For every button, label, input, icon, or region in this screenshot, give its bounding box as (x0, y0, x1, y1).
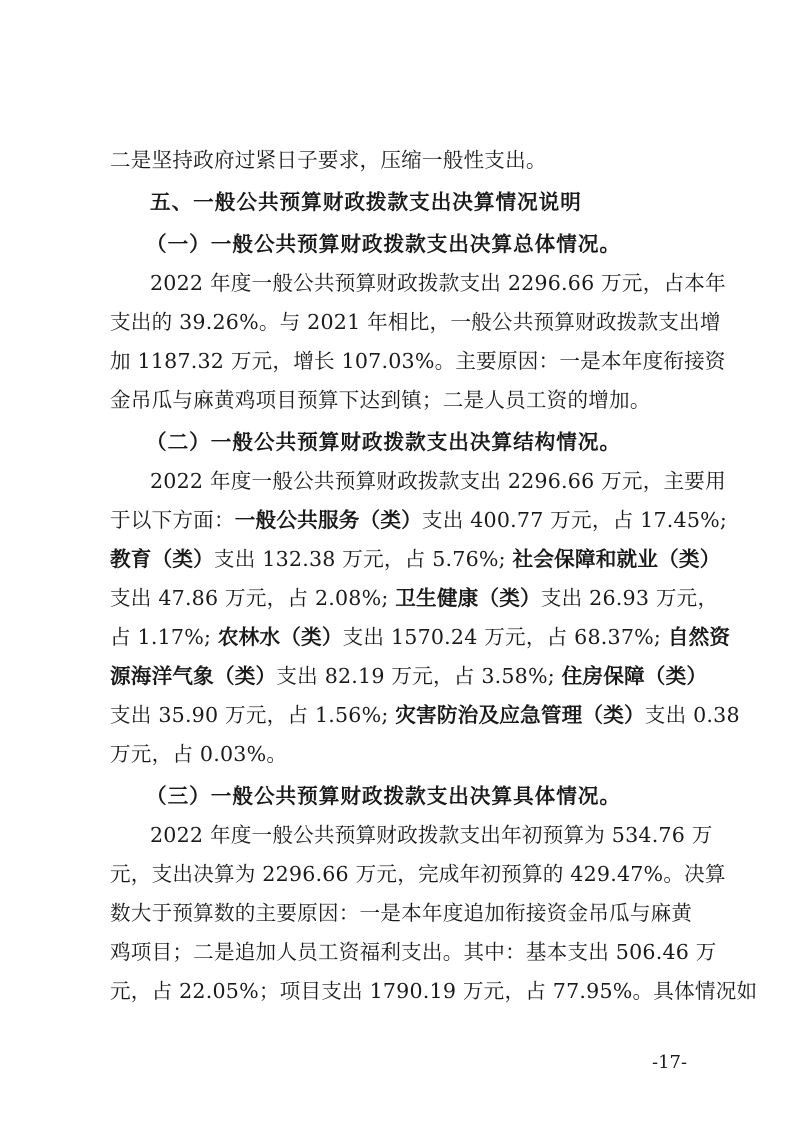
text: 占 1.17%; (110, 625, 212, 649)
body-line: 2022 年度一般公共预算财政拨款支出 2296.66 万元，主要用 (150, 469, 726, 493)
subsection-heading: （一）一般公共预算财政拨款支出决算总体情况。 (146, 232, 622, 256)
body-line: 元，支出决算为 2296.66 万元，完成年初预算的 429.47%。决算 (110, 862, 726, 886)
subsection-heading: （二）一般公共预算财政拨款支出决算结构情况。 (146, 430, 622, 454)
text: 支出 0.38 (644, 703, 740, 727)
body-line: 万元，占 0.03%。 (110, 742, 288, 766)
body-line (110, 618, 731, 656)
body-line: 金吊瓜与麻黄鸡项目预算下达到镇；二是人员工资的增加。 (110, 388, 651, 412)
subsection-heading: （三）一般公共预算财政拨款支出决算具体情况。 (146, 784, 622, 808)
text: 支出 26.93 万元， (540, 586, 719, 610)
body-line (110, 540, 721, 578)
text: 支出 1570.24 万元，占 68.37%; (342, 625, 662, 649)
body-line: 2022 年度一般公共预算财政拨款支出 2296.66 万元，占本年 (150, 271, 726, 295)
body-line: 数大于预算数的主要原因：一是本年度追加衔接资金吊瓜与麻黄 (110, 901, 693, 925)
body-line: 2022 年度一般公共预算财政拨款支出年初预算为 534.76 万 (150, 823, 713, 847)
body-line: 加 1187.32 万元，增长 107.03%。主要原因：一是本年度衔接资 (110, 349, 726, 373)
category-label: 教育（类） (110, 547, 214, 571)
page-number: -17- (652, 1052, 688, 1073)
text: 支出 82.19 万元，占 3.58%; (276, 664, 555, 688)
category-label: 社会保障和就业（类） (512, 547, 721, 571)
category-label: 卫生健康（类） (395, 586, 541, 610)
body-line: 二是坚持政府过紧日子要求，压缩一般性支出。 (110, 148, 547, 172)
text: 支出 35.90 万元，占 1.56%; (110, 703, 389, 727)
body-line (110, 657, 708, 695)
body-line (110, 696, 740, 734)
category-label: 源海洋气象（类） (110, 664, 277, 688)
text: 支出 132.38 万元，占 5.76%; (213, 547, 506, 571)
category-label: 住房保障（类） (561, 664, 708, 688)
text: 支出 400.77 万元，占 17.45%; (421, 508, 728, 532)
body-line: 元，占 22.05%；项目支出 1790.19 万元，占 77.95%。具体情况如 (110, 979, 758, 1003)
text: 于以下方面： (110, 508, 235, 532)
text: 支出 47.86 万元，占 2.08%; (110, 586, 389, 610)
section-heading: 五、一般公共预算财政拨款支出决算情况说明 (150, 190, 582, 214)
body-line: 支出的 39.26%。与 2021 年相比，一般公共预算财政拨款支出增 (110, 310, 721, 334)
category-label: 一般公共服务（类） (234, 508, 422, 532)
category-label: 灾害防治及应急管理（类） (395, 703, 645, 727)
body-line: 鸡项目；二是追加人员工资福利支出。其中：基本支出 506.46 万 (110, 940, 717, 964)
category-label: 农林水（类） (217, 625, 343, 649)
body-line (110, 579, 719, 617)
body-line (110, 501, 728, 539)
category-label: 自然资 (667, 625, 731, 649)
